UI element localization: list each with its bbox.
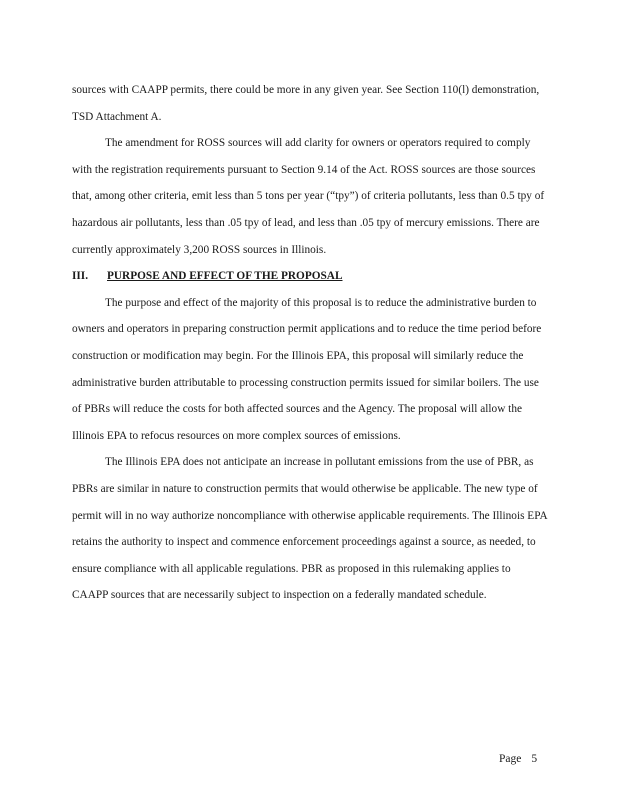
paragraph-continued: sources with CAAPP permits, there could be more in any given year. See Section 110(l) demonstration, TSD Attachment A.: [72, 84, 540, 123]
section-number: III.: [72, 270, 89, 283]
page-number: 5: [531, 753, 538, 765]
section-title: PURPOSE AND EFFECT OF THE PROPOSAL: [107, 270, 343, 283]
paragraph-purpose-effect: The purpose and effect of the majority of this proposal is to reduce the administrative burden to owners and operators in preparing construction permit applications and to reduce the time period before construction or modification may begin. For the Illinois EPA, this proposal will similarly reduce the administrative burden attributable to processing construction permits issued for similar boilers. The use of PBRs will reduce the costs for both affected sources and the Agency. The proposal will allow the Illinois EPA to refocus resources on more complex sources of emissions.: [72, 296, 542, 442]
page-footer: [499, 752, 537, 766]
document-body: [72, 77, 548, 609]
paragraph-ross-amendment: The amendment for ROSS sources will add clarity for owners or operators required to comply with the registration requirements pursuant to Section 9.14 of the Act. ROSS sources are those sources that, among other criteria, emit less than 5 tons per year (“tpy”) of criteria pollutants, less than 0.5 tpy of hazardous air pollutants, less than .05 tpy of lead, and less than .05 tpy of mercury emissions. There are currently approximately 3,200 ROSS sources in Illinois.: [72, 137, 545, 256]
section-heading: [72, 263, 548, 290]
paragraph-emissions: The Illinois EPA does not anticipate an increase in pollutant emissions from the use of PBR, as PBRs are similar in nature to construction permits that would otherwise be applicable. The new type of permit will in no way authorize noncompliance with otherwise applicable requirements. The Illinois EPA retains the authority to inspect and commence enforcement proceedings against a source, as needed, to ensure compliance with all applicable regulations. PBR as proposed in this rulemaking applies to CAAPP sources that are necessarily subject to inspection on a federally mandated schedule.: [72, 456, 547, 602]
page-label: Page: [499, 753, 522, 765]
